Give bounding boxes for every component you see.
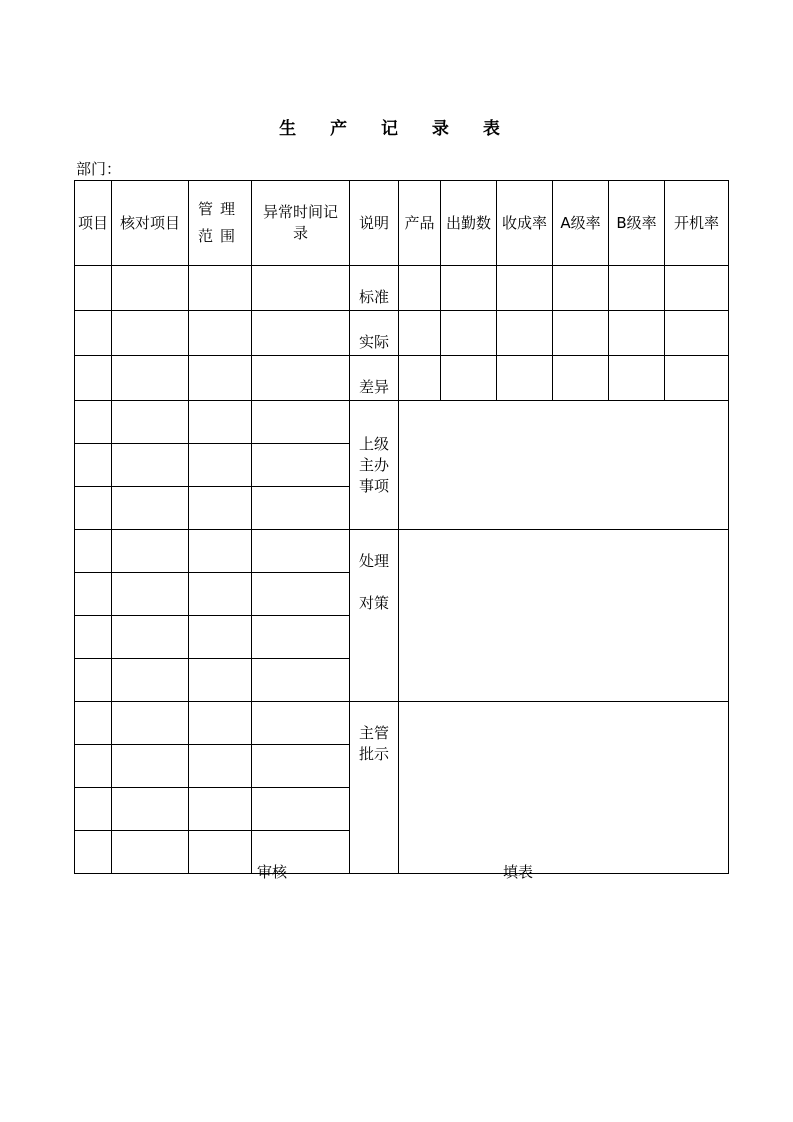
cell[interactable] [189, 616, 252, 659]
table-row [75, 401, 729, 444]
cell[interactable] [75, 573, 112, 616]
cell[interactable] [75, 530, 112, 573]
cell[interactable] [441, 311, 497, 356]
cell[interactable] [112, 266, 189, 311]
cell[interactable] [441, 356, 497, 401]
superior-matters-field[interactable] [399, 401, 729, 530]
header-uptime: 开机率 [665, 181, 729, 266]
header-attendance: 出勤数 [441, 181, 497, 266]
cell[interactable] [252, 266, 350, 311]
cell[interactable] [75, 659, 112, 702]
cell[interactable] [189, 487, 252, 530]
cell[interactable] [112, 401, 189, 444]
cell[interactable] [112, 356, 189, 401]
cell[interactable] [189, 444, 252, 487]
header-a-rate: A级率 [553, 181, 609, 266]
form-title: 生 产 记 录 表 [279, 119, 514, 139]
table-row [75, 530, 729, 573]
cell[interactable] [112, 487, 189, 530]
header-row [75, 181, 729, 266]
cell[interactable] [252, 311, 350, 356]
cell[interactable] [399, 311, 441, 356]
row-label-supervisor [350, 702, 399, 874]
cell[interactable] [112, 745, 189, 788]
cell[interactable] [75, 745, 112, 788]
handling-line2: 对策 [358, 594, 389, 612]
footer-fill-label: 填表 [503, 863, 534, 881]
cell[interactable] [553, 356, 609, 401]
cell[interactable] [112, 573, 189, 616]
handling-measures-field[interactable] [399, 530, 729, 702]
cell[interactable] [75, 444, 112, 487]
table-row [75, 266, 729, 311]
row-label-standard: 标准 [350, 266, 399, 311]
cell[interactable] [75, 401, 112, 444]
cell[interactable] [189, 530, 252, 573]
row-label-variance: 差异 [350, 356, 399, 401]
header-abnormal-line1: 异常时间记 [262, 203, 338, 221]
cell[interactable] [252, 788, 350, 831]
table-row [75, 311, 729, 356]
superior-line2: 主办 [358, 455, 389, 474]
cell[interactable] [112, 311, 189, 356]
cell[interactable] [75, 266, 112, 311]
header-management-scope [189, 181, 252, 266]
header-check-item: 核对项目 [112, 181, 189, 266]
supervisor-line2: 批示 [358, 745, 389, 763]
cell[interactable] [252, 401, 350, 444]
cell[interactable] [609, 356, 665, 401]
cell[interactable] [189, 401, 252, 444]
header-abnormal-line2: 录 [292, 224, 308, 242]
cell[interactable] [75, 788, 112, 831]
cell[interactable] [112, 616, 189, 659]
production-record-table [74, 180, 729, 874]
cell[interactable] [189, 745, 252, 788]
cell[interactable] [112, 831, 189, 874]
cell[interactable] [252, 659, 350, 702]
cell[interactable] [252, 616, 350, 659]
cell[interactable] [252, 530, 350, 573]
cell[interactable] [112, 659, 189, 702]
cell[interactable] [609, 311, 665, 356]
cell[interactable] [112, 788, 189, 831]
table-row [75, 702, 729, 745]
header-explain: 说明 [350, 181, 399, 266]
cell[interactable] [665, 266, 729, 311]
supervisor-line1: 主管 [358, 724, 389, 742]
header-management-line1: 管理 [197, 200, 242, 218]
cell[interactable] [189, 788, 252, 831]
cell[interactable] [399, 266, 441, 311]
department-label: 部门： [76, 160, 122, 178]
supervisor-instructions-field[interactable] [399, 702, 729, 874]
cell[interactable] [75, 487, 112, 530]
superior-line3: 事项 [358, 476, 389, 495]
cell[interactable] [553, 266, 609, 311]
cell[interactable] [75, 616, 112, 659]
header-management-line2: 范围 [197, 227, 242, 245]
cell[interactable] [112, 444, 189, 487]
cell[interactable] [553, 311, 609, 356]
header-item: 项目 [75, 181, 112, 266]
cell[interactable] [497, 356, 553, 401]
header-product: 产品 [399, 181, 441, 266]
cell[interactable] [665, 356, 729, 401]
cell[interactable] [399, 356, 441, 401]
cell[interactable] [252, 745, 350, 788]
superior-line1: 上级 [358, 434, 389, 453]
cell[interactable] [252, 444, 350, 487]
cell[interactable] [189, 311, 252, 356]
cell[interactable] [112, 530, 189, 573]
row-label-superior-matters [350, 401, 399, 530]
table-row [75, 356, 729, 401]
cell[interactable] [75, 356, 112, 401]
cell[interactable] [189, 266, 252, 311]
handling-line1: 处理 [358, 552, 389, 570]
cell[interactable] [189, 356, 252, 401]
cell[interactable] [189, 659, 252, 702]
cell[interactable] [189, 702, 252, 745]
cell[interactable] [252, 573, 350, 616]
cell[interactable] [189, 573, 252, 616]
header-abnormal-time [252, 181, 350, 266]
row-label-actual: 实际 [350, 311, 399, 356]
cell[interactable] [252, 702, 350, 745]
cell[interactable] [441, 266, 497, 311]
cell[interactable] [497, 266, 553, 311]
footer-review-label: 审核 [257, 863, 288, 881]
cell[interactable] [252, 356, 350, 401]
cell[interactable] [609, 266, 665, 311]
header-yield: 收成率 [497, 181, 553, 266]
row-label-handling [350, 530, 399, 702]
cell[interactable] [75, 702, 112, 745]
cell[interactable] [665, 311, 729, 356]
cell[interactable] [75, 311, 112, 356]
cell[interactable] [497, 311, 553, 356]
cell[interactable] [252, 487, 350, 530]
cell[interactable] [189, 831, 252, 874]
cell[interactable] [75, 831, 112, 874]
cell[interactable] [112, 702, 189, 745]
header-b-rate: B级率 [609, 181, 665, 266]
